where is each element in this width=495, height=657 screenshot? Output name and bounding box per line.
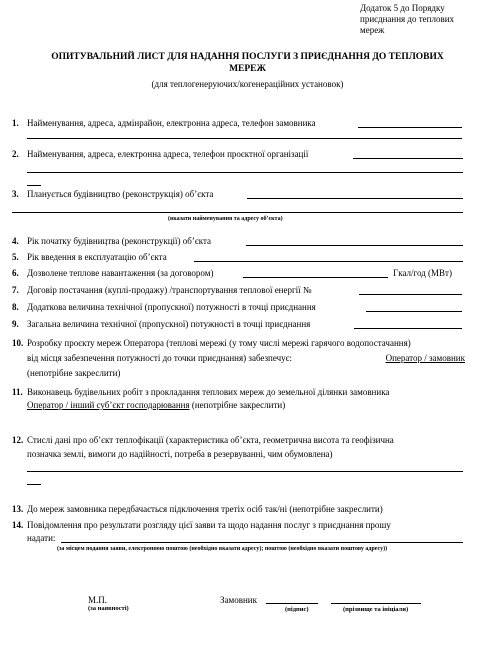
item-13-label: До мереж замовника передбачається підключення третіх осіб так/ні (непотрібне закреслити) (27, 504, 383, 514)
form-title-line-2: МЕРЕЖ (229, 64, 266, 74)
item-10-number: 10. (12, 338, 24, 348)
item-10-line-3: (непотрібне закреслити) (27, 368, 121, 378)
item-7-label: Договір постачання (куплі-продажу) /транспортування теплової енергії № (27, 285, 312, 295)
item-8-label: Додаткова величина технічної (пропускної) потужності в точці приєднання (27, 302, 316, 312)
item-10-option-operator-customer[interactable]: Оператор / замовник (385, 353, 465, 363)
item-14-field[interactable] (61, 542, 463, 543)
item-4-number: 4. (12, 236, 19, 246)
stamp-label: М.П. (88, 595, 108, 605)
item-14-line-2: надати: (27, 533, 56, 543)
item-12-line-1: Стислі дані про об’єкт теплофікації (характеристика об’єкта, геометрична висота та геофізична (27, 435, 394, 445)
item-6-number: 6. (12, 268, 19, 278)
item-3-note: (вказати найменування та адресу об’єкта) (168, 216, 283, 222)
item-8-field[interactable] (366, 311, 462, 312)
form-subtitle: (для теплогенеруючих/когенераційних установок) (151, 79, 344, 89)
item-14-line-1: Повідомлення про результати розгляду цієї заяви та щодо надання послуг з приєднання прошу (27, 520, 391, 530)
item-1-label: Найменування, адреса, адмінрайон, електронна адреса, телефон замовника (27, 118, 316, 128)
item-5-field[interactable] (194, 261, 463, 262)
item-14-note: (за місцем подання заяви, електронною поштою (необхідно вказати адресу); поштою (необхідно вказати поштову адресу)) (57, 546, 388, 552)
item-9-field[interactable] (354, 328, 462, 329)
appendix-line-2: приєднання до теплових (360, 14, 455, 24)
item-11-line-2-note: (непотрібне закреслити) (191, 400, 286, 410)
item-6-field[interactable] (243, 277, 388, 278)
item-3-field-a[interactable] (247, 198, 463, 199)
item-10-line-2-text: від місця забезпечення потужності до точки приєднання) забезпечує: (27, 353, 293, 363)
item-9-label: Загальна величина технічної (пропускної) потужності в точці приєднання (27, 319, 311, 329)
item-6-unit: Гкал/год (МВт) (393, 268, 452, 278)
item-1-field-b[interactable] (27, 138, 462, 139)
item-11-number: 11. (12, 387, 23, 397)
customer-name-field[interactable] (331, 603, 421, 604)
item-14-number: 14. (12, 520, 24, 530)
item-12-line-2: позначка землі, вимоги до надійності, потреба в резервуванні, чим обумовлена) (27, 449, 333, 459)
form-title-line-1: ОПИТУВАЛЬНИЙ ЛИСТ ДЛЯ НАДАННЯ ПОСЛУГИ З ПРИЄДНАННЯ ДО ТЕПЛОВИХ (51, 52, 444, 62)
item-5-label: Рік введення в експлуатацію об’єкта (27, 252, 167, 262)
item-7-field[interactable] (359, 294, 462, 295)
item-3-number: 3. (12, 189, 19, 199)
signature-note: (підпис) (285, 606, 309, 613)
item-3-label: Планується будівництво (реконструкція) об’єкта (27, 189, 214, 199)
customer-label: Замовник (220, 595, 257, 605)
item-2-field-c[interactable] (27, 185, 41, 186)
item-11-line-2 (27, 400, 285, 410)
item-2-number: 2. (12, 149, 19, 159)
customer-signature-field[interactable] (266, 603, 318, 604)
item-11-option-operator-other[interactable]: Оператор / інший суб’єкт господарювання (27, 400, 190, 410)
item-1-number: 1. (12, 118, 19, 128)
item-4-field[interactable] (246, 245, 463, 246)
item-1-field-a[interactable] (358, 127, 462, 128)
item-12-number: 12. (12, 435, 24, 445)
item-2-label: Найменування, адреса, електронна адреса, телефон проєктної організації (27, 149, 309, 159)
item-12-field-b[interactable] (27, 484, 41, 485)
item-10-line-1: Розробку проєкту мереж Оператора (теплові мережі (у тому числі мережі гарячого водопостачання) (27, 338, 411, 348)
item-2-field-b[interactable] (27, 172, 463, 173)
appendix-line-3: мереж (360, 25, 385, 35)
item-12-field-a[interactable] (27, 471, 463, 472)
name-note: (прізвище та ініціали) (343, 606, 409, 613)
stamp-note: (за наявності) (88, 605, 129, 612)
item-9-number: 9. (12, 319, 19, 329)
item-5-number: 5. (12, 252, 19, 262)
appendix-line-1: Додаток 5 до Порядку (360, 3, 445, 13)
item-8-number: 8. (12, 302, 19, 312)
item-4-label: Рік початку будівництва (реконструкції) об’єкта (27, 236, 211, 246)
item-2-field-a[interactable] (353, 158, 463, 159)
item-7-number: 7. (12, 285, 19, 295)
item-6-label: Дозволене теплове навантаження (за договором) (27, 268, 214, 278)
item-3-field-b[interactable] (12, 212, 463, 213)
item-11-line-1: Виконавець будівельних робіт з прокладання теплових мереж до земельної ділянки замовника (27, 387, 390, 397)
item-13-number: 13. (12, 504, 24, 514)
item-10-line-2 (27, 353, 465, 363)
